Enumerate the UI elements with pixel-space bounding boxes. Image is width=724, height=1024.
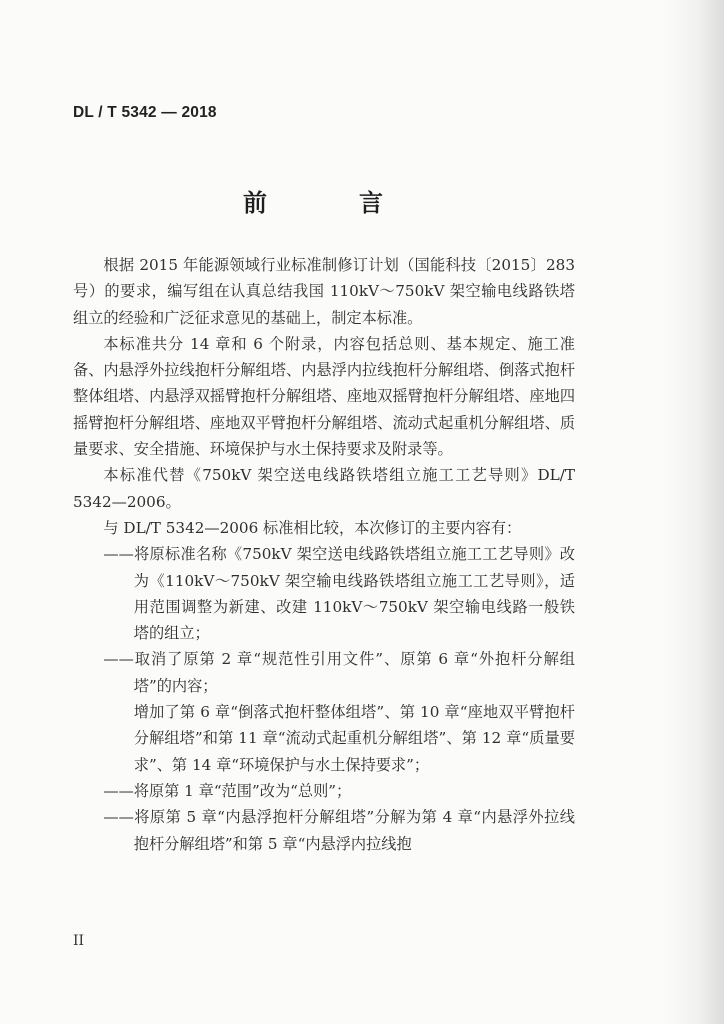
- body-text: [73, 252, 575, 857]
- paragraph-revision-intro: 与 DL/T 5342—2006 标准相比较，本次修订的主要内容有：: [103, 518, 522, 537]
- revision-item-added: 增加了第 6 章“倒落式抱杆整体组塔”、第 10 章“座地双平臂抱杆分解组塔”和第 11 章“流动式起重机分解组塔”、第 12 章“质量要求”、第 14 章“环境保护与水土保持要求”；: [133, 703, 575, 774]
- page-title: 前 言: [243, 188, 417, 217]
- page-number: II: [73, 933, 85, 949]
- revision-item-chapter5: ——将原第 5 章“内悬浮抱杆分解组塔”分解为第 4 章“内悬浮外拉线抱杆分解组塔”和第 5 章“内悬浮内拉线抱: [103, 808, 575, 853]
- standard-code-header: DL / T 5342 — 2018: [73, 104, 217, 121]
- paragraph-replaces: 本标准代替《750kV 架空送电线路铁塔组立施工工艺导则》DL/T 5342—2006。: [73, 466, 575, 511]
- revision-item-rename: ——将原标准名称《750kV 架空送电线路铁塔组立施工工艺导则》改为《110kV～750kV 架空输电线路铁塔组立施工工艺导则》，适用范围调整为新建、改建 110kV～750kV 架空输电线路一般铁塔的组立；: [103, 545, 575, 643]
- revision-item-chapter1: ——将原第 1 章“范围”改为“总则”；: [103, 781, 352, 800]
- page-edge-shadow: [664, 0, 724, 1024]
- paragraph-basis: 根据 2015 年能源领域行业标准制修订计划（国能科技〔2015〕283 号）的要求，编写组在认真总结我国 110kV～750kV 架空输电线路铁塔组立的经验和广泛征求意见的基础上，制定本标准。: [73, 256, 575, 327]
- paragraph-contents: 本标准共分 14 章和 6 个附录，内容包括总则、基本规定、施工准备、内悬浮外拉线抱杆分解组塔、内悬浮内拉线抱杆分解组塔、倒落式抱杆整体组塔、内悬浮双摇臂抱杆分解组塔、座地双摇臂抱杆分解组塔、座地四摇臂抱杆分解组塔、座地双平臂抱杆分解组塔、流动式起重机分解组塔、质量要求、安全措施、环境保护与水土保持要求及附录等。: [73, 334, 575, 459]
- revision-item-removed: ——取消了原第 2 章“规范性引用文件”、原第 6 章“外抱杆分解组塔”的内容；: [103, 650, 575, 695]
